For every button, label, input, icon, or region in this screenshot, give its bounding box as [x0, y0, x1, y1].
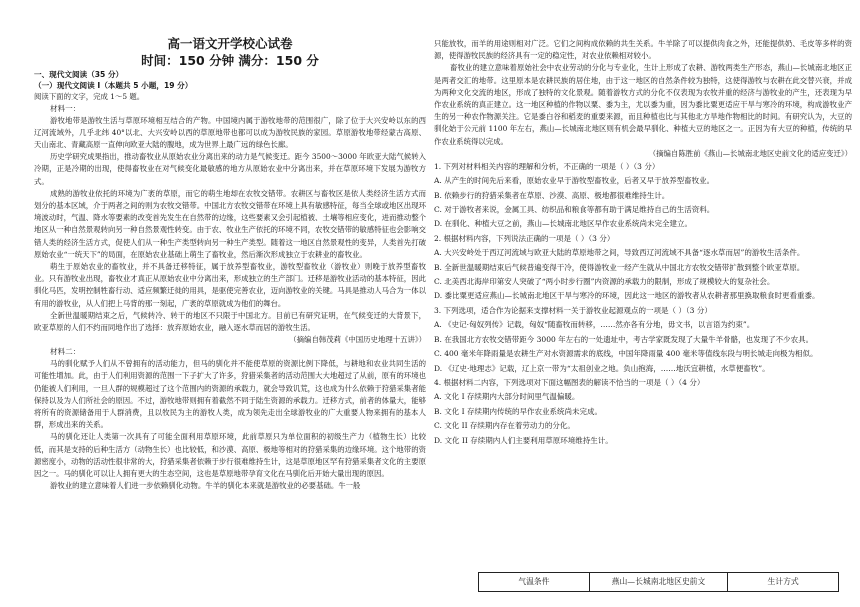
- question-stem: 4. 根据材料二内容，下列选项对下面这幅图表的解读不恰当的一项是（ ）（4 分）: [434, 377, 705, 387]
- option-d: D. 在驯化、种植大豆之前，燕山—长城南北地区早作农业系统尚未完全建立。: [434, 219, 693, 229]
- question-4: [434, 376, 852, 448]
- table-header-livelihood: 生计方式: [767, 577, 799, 586]
- option-c: C. 北美西北海岸印第安人突破了“两小时步行圈”内资源的承载力的限制，形成了规模较大的复杂社会。: [434, 277, 775, 287]
- material1-para: 全新世温暖期结束之后，气候转冷、转干的地区不只限于中国北方。目前已有研究证明，在气候变迁的大背景下，欧亚草原的人们不约而同地作出了选择：放弃原始农业，融入逐水草而居的游牧生活。: [34, 310, 426, 333]
- material1-para: 历史学研究成果指出，推动畜牧业从原始农业分离出来的动力是气候变迁。距今 3500～3000 年欧亚大陆气候转入冷期，正是冷期的出现，使得畜牧业在对气候变化最敏感的地方从原始农业中分离出来，并在草原环境下发展为游牧方式。: [34, 152, 426, 186]
- material2-para: 马的驯化还让人类第一次具有了可能全面利用草原环境，此前草原只为单位面积的初级生产力（植物生长）比较低，而其是支持的后种生活方（动物生长）也比较低，和沙漠、高原、极地等相对的狩猎采集的边缘环境。这个地带的资源密度小，动物的活动性很非常的大，狩猎采集者依赖于步行很难维持生计，这是草原地区罕有狩猎采集者文化的主要原因之一。马的驯化可以让人拥有更大的生态空间，这也是草原地带孕育文化在马驯化后开始大量出现的原因。: [34, 432, 426, 479]
- chart-table-header: [478, 572, 839, 592]
- question-stem: 1. 下列对材料相关内容的理解和分析，不正确的一项是（ ）（3 分）: [434, 161, 660, 171]
- material2-continued: 畜牧业的建立意味着原始社会中农业劳动的分化与专业化，生计上形成了农耕、游牧两类生产形态，燕山—长城南北地区正是两者交汇的地带。这里原本是农耕民族的居住地，由于这一地区的自然条件较为独特，这使得游牧与农耕在此交替兴衰，并成为两种文化交流的地区，形成了独特的文化景观。随着游牧方式的分化不仅表现为农牧并重的经济与游牧业的产生，还表现为早作农业系统的真正建立。这一地区种植的作物以粟、黍为主，尤以黍为重，因为黍比粟更适应干旱与寒冷的环境，构成游牧业产生的另一种农作物源关注。它是黍白谷和稻麦的重要来源，而且种植也比与其他北方旱地作物相比的时间。有研究认为，大豆的驯化始于公元前 1100 年左右，燕山—长城南北地区则有机会最早驯化、种植大豆的地区之一。正因为有大豆的种植，传统的早作农业系统得以完成。: [434, 63, 852, 146]
- table-header-culture: 燕山—长城南北地区史前文: [590, 573, 728, 591]
- material1-para: 成熟的游牧业依托的环境为广袤的草原，而它的萌生地却在农牧交错带。农耕区与畜牧区是依人类经济生活方式而划分的基本区域，介于两者之间的则为农牧交错带。中国北方农牧交错带在环境上具有敏感特征，每当全球或地区出现环境波动时，气温、降水等要素的改变首先发生在自然带的边缘，这些要素又会引起植被、土壤等相应变化，进而推动整个地区从一种自然景观转向另一种自然景观性转变。由于农、牧业生产依托的环境不同，农牧交错带的敏感特征也会影响交错人类的经济生活方式，促使人们从一种生产类型转向另一种生产类型。随着这一地区自然景观性的变异，人类首先打破原始农业“一统天下”的局面，在原始农业基础上萌生了畜牧业，然后渐次形成独立于农耕业的畜牧业。: [34, 188, 426, 259]
- question-stem: 2. 根据材料内容，下列说法正确的一项是（ ）（3 分）: [434, 233, 615, 243]
- document-subtitle: 时间：150 分钟 满分：150 分: [141, 53, 319, 68]
- option-a: A. 《史记·匈奴列传》记载，匈奴“随畜牧而转移，……然亦各有分地，毋文书，以言语为约束”。: [434, 320, 755, 330]
- option-b: B. 依赖步行的狩猎采集者在草原、沙漠、高原、极地都很难维持生计。: [434, 190, 670, 200]
- option-b: B. 文化 I 存续期内传统的早作农业系统尚未完成。: [434, 406, 603, 416]
- title-block: [34, 36, 426, 69]
- question-1: [434, 160, 852, 232]
- option-b: B. 全新世温暖期结束后气候普遍变得干冷，使得游牧业一经产生就从中国北方农牧交错带扩散到整个欧亚草原。: [434, 262, 805, 272]
- question-3: [434, 304, 852, 376]
- option-c: C. 对于游牧者来说，金属工具、纺织品和粮食等都有助于满足维持自己的生活资料。: [434, 205, 715, 215]
- material1-source: （摘编自韩茂莉《中国历史地理十五讲》）: [289, 335, 426, 345]
- subsection-heading: （一）现代文阅读 I（本题共 5 小题，19 分）: [34, 81, 193, 90]
- material2-para: 游牧业的建立意味着人们进一步依赖驯化动物。牛羊的驯化本来就是游牧业的必要基础。牛一般: [50, 481, 361, 491]
- option-a: A. 文化 I 存续期内大部分时间里气温偏暖。: [434, 392, 580, 402]
- document-title: 高一语文开学校心试卷: [167, 36, 293, 51]
- reading-instruction: 阅读下面的文字，完成 1～5 题。: [34, 92, 145, 101]
- option-a: A. 从产生的时间先后来看，原始农业早于游牧型畜牧业，后者又早于放养型畜牧业。: [434, 176, 715, 186]
- option-d: D. 《辽史·地理志》记载，辽上京一带为“太祖创业之地。负山抱海，……地沃宜耕植，水草便畜牧”。: [434, 363, 770, 373]
- option-c: C. 文化 II 存续期内存在着劳动力的分化。: [434, 421, 575, 431]
- option-d: D. 黍比粟更适应燕山—长城南北地区干旱与寒冷的环境，因此这一地区的游牧者从农耕者那里换取粮食时更看重黍。: [434, 291, 820, 301]
- option-d: D. 文化 II 存续期内人们主要利用草原环境维持生计。: [434, 435, 613, 445]
- right-column: [434, 0, 852, 448]
- material2-para: 马的驯化赋予人们从不曾拥有的活动能力，但马的驯化并不能使草原的资源比例下降低，与耕地和农业共同生活的可能性增加。此，由于人们利用资源的范围一下子扩大了许多，狩猎采集者的活动范围大大地超过了从前，原有的环境也仍能被人们利用，一旦人群的规模超过了这个范围内的资源的承载力，就会导致讥荒，这也成为什么依赖于狩猎采集者能保持以及为人们所社会的原因。不过，游牧地带则拥有着截然不同于陆生资源的承载力。迁移方式，前者的体量大，能够将所有的资源储备用于人群消费，且以牧民为主的游牧人类，成为领先走出全球游牧业的广大重要人物来拥有的基本人群，形成出来的关系。: [34, 359, 426, 430]
- material2-label: 材料二：: [50, 347, 81, 357]
- option-c: C. 400 毫米年降雨量是农耕生产对水资源需求的底线，中国年降雨量 400 毫米等值线东段与明长城走向极为相似。: [434, 349, 818, 359]
- material1-label: 材料一：: [50, 103, 81, 113]
- left-column: [0, 0, 426, 492]
- option-a: A. 大兴安岭处于西辽河流域与欧亚大陆的草原地带之间，导致西辽河流域不具备“逐水草而居”的游牧生活条件。: [434, 248, 805, 258]
- option-b: B. 在我国北方农牧交错带距今 3000 年左右的一处遗址中，考古学家既发现了大量牛羊骨骼，也发现了不少农具。: [434, 334, 814, 344]
- question-stem: 3. 下列选项，适合作为论据来支撑材料一关于游牧业起源观点的一项是（ ）（3 分）: [434, 305, 712, 315]
- material2-continued: 只能放牧，而羊的用途则相对广泛。它们之间构成依赖的共生关系。牛羊除了可以提供肉食之外，还能提供奶、毛皮等多样的资源，使得游牧民族的经济具有一定的稳定性，对农业依赖相对较小。: [434, 39, 852, 61]
- section-heading: 一、现代文阅读（35 分）: [34, 70, 124, 79]
- table-header-temperature: 气温条件: [479, 573, 590, 591]
- material1-para: 游牧地带是游牧生活与草原环境相互结合的产物。中国境内属于游牧地带的范围很广，除了位于大兴安岭以东的西辽河流域外，几乎北纬 40°以北、大兴安岭以西的草原地带也都可以成为游牧民族的家园。草原游牧地带经蒙古高原、天山南北、青藏高原一直伸向欧亚大陆的腹地，成为世界上最广远的绿色长廊。: [34, 115, 426, 149]
- material2-source: （摘编自陈胜前《燕山—长城南北地区史前文化的适应变迁》）: [648, 148, 852, 158]
- material1-para: 萌生于原始农业的畜牧业，并不具备迁移特征，属于放养型畜牧业，游牧型畜牧业（游牧业）则晚于放养型畜牧业。只有游牧业出现，畜牧业才真正从原始农业中分离出来，形成独立的生产部门。迁移是游牧业活动的基本特征，因此驯化马匹，发明控制牲畜行动、适应频繁迁徙的用具，是驱使完善农业，迈向游牧业的关键。马具是推动人马合为一体以有用的游牧业，从人们把上马背的那一刻起，广袤的草原就成为他们的舞台。: [34, 262, 426, 308]
- question-2: [434, 232, 852, 304]
